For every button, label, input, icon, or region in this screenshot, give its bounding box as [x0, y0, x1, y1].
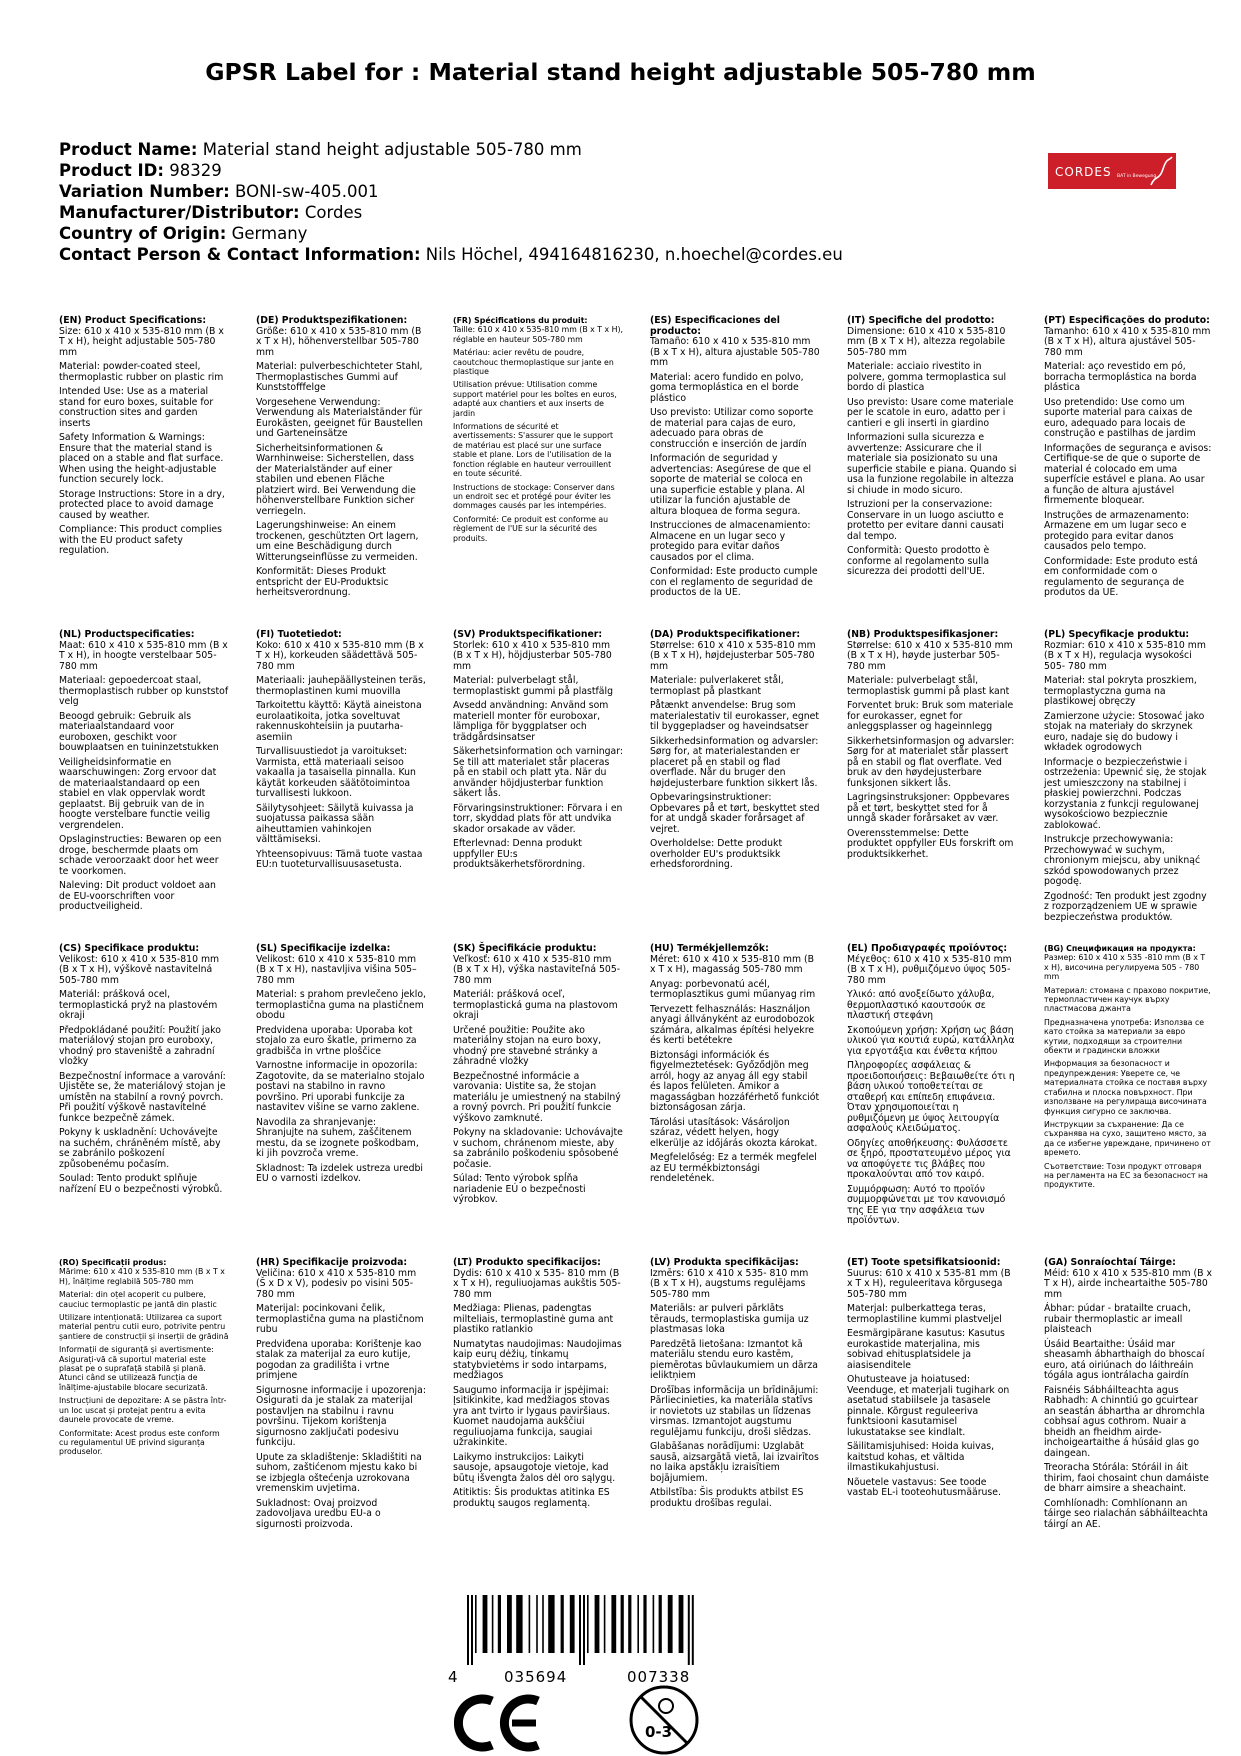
spec-paragraph: Velikost: 610 x 410 x 535-810 mm (B x T x H), nastavljiva višina 505–780 mm — [256, 953, 417, 986]
spec-paragraph: Материал: стомана с прахово покритие, термопластичен каучук върху пластмасова джанта — [1044, 985, 1211, 1014]
spec-paragraph: Suurus: 610 x 410 x 535-81 mm (B x T x H), reguleeritava kõrgusega 505-780 mm — [847, 1267, 1011, 1300]
barcode-bar — [595, 1595, 600, 1653]
spec-paragraph: Material: din oțel acoperit cu pulbere, cauciuc termoplastic pe jantă din plastic — [59, 1290, 217, 1309]
spec-paragraph: Naleving: Dit product voldoet aan de EU-voorschriften voor productveiligheid. — [59, 880, 216, 912]
spec-paragraph: Numatytas naudojimas: Naudojimas kaip eurų dėžių, tinkamų statybvietėms ir sodo intarpams, medžiagos — [453, 1338, 622, 1381]
spec-paragraph: Eesmärgipärane kasutus: Kasutus eurokastide materjalina, mis sobivad ehitusplatsidele ja aiasisenditele — [847, 1328, 1005, 1371]
spec-paragraph: Soulad: Tento produkt splňuje nařízení EU o bezpečnosti výrobků. — [59, 1173, 223, 1195]
spec-paragraph: Forventet bruk: Bruk som materiale for eurokasser, egnet for anleggsplasser og hageinnlegg — [847, 700, 1014, 732]
spec-heading: (DE) Produktspezifikationen: — [256, 315, 408, 326]
barcode-digits-right: 007338 — [627, 1668, 691, 1686]
spec-paragraph: Bezpečnostní informace a varování: Ujistěte se, že materiálový stojan je umístěn na stabilní a rovný povrch. Při použití výškově nastavitelné funkce bezpečně zámek. — [59, 1070, 226, 1124]
barcode-bar — [668, 1595, 673, 1653]
info-label: Variation Number: — [59, 182, 230, 201]
spec-heading: (EN) Product Specifications: — [59, 315, 207, 326]
spec-heading: (IT) Specifiche del prodotto: — [847, 315, 995, 326]
logo-word: CORDES — [1055, 165, 1112, 179]
spec-paragraph: Lagringsinstruksjoner: Oppbevares på et tørt, beskyttet sted for å unngå skader forårsaket av vær. — [847, 792, 1010, 824]
spec-paragraph: Súlad: Tento výrobok spĺňa nariadenie EÚ o bezpečnosti výrobkov. — [453, 1173, 586, 1205]
spec-section — [256, 944, 426, 1189]
spec-paragraph: Materjal: pulberkattega teras, termoplastiline kummi plastveljel — [847, 1303, 1002, 1325]
spec-paragraph: Navodila za shranjevanje: Shranjujte na suhem, zaščitenem mestu, da se izognete poškodbam, ki jih povzroča vreme. — [256, 1116, 419, 1159]
spec-section — [256, 1258, 426, 1534]
barcode-bar — [653, 1595, 655, 1653]
spec-heading: (ET) Toote spetsifikatsioonid: — [847, 1257, 1001, 1268]
spec-paragraph: Avsedd användning: Använd som materiell monter för euroboxar, lämpliga för byggplatser och trädgårdsinsatser — [453, 700, 609, 743]
barcode-bar — [659, 1595, 662, 1653]
spec-paragraph: Safety Information & Warnings: Ensure that the material stand is placed on a stable and flat surface. When using the height-adjustable function securely lock. — [59, 432, 224, 485]
spec-heading: (NL) Productspecificaties: — [59, 629, 195, 640]
spec-paragraph: Material: powder-coated steel, thermoplastic rubber on plastic rim — [59, 361, 224, 383]
spec-paragraph: Conformità: Questo prodotto è conforme al regolamento sulla sicurezza dei prodotti dell'UE. — [847, 545, 990, 577]
spec-paragraph: Veľkosť: 610 x 410 x 535-810 mm (B x T x H), výška nastaviteľná 505-780 mm — [453, 953, 621, 986]
spec-paragraph: Treoracha Stórála: Stóráil in áit thirim, faoi chosaint chun damáiste de bharr aimsire a sheachaint. — [1044, 1462, 1209, 1494]
spec-paragraph: Méid: 610 x 410 x 535-810 mm (B x T x H), airde incheartaithe 505-780 mm — [1044, 1267, 1212, 1300]
spec-section — [453, 630, 623, 875]
spec-paragraph: Materiaali: jauhepäällysteinen teräs, thermoplastinen kumi muovilla — [256, 675, 426, 697]
spec-paragraph: Zamierzone użycie: Stosować jako stojak na materiały do skrzynek euro, nadaje się do budowy i wkładek ogrodowych — [1044, 710, 1205, 753]
spec-section — [650, 316, 820, 603]
age-warning-icon — [628, 1684, 700, 1756]
spec-paragraph: Glabāšanas norādījumi: Uzglabāt sausā, aizsargātā vietā, lai izvairītos no laika apstākļu izraisītiem bojājumiem. — [650, 1441, 819, 1484]
spec-paragraph: Overholdelse: Dette produkt overholder EU's produktsikk erhedsforordning. — [650, 838, 783, 870]
spec-paragraph: Storlek: 610 x 410 x 535-810 mm (B x T x H), höjdjusterbar 505-780 mm — [453, 639, 612, 672]
spec-paragraph: Υλικό: από ανοξείδωτο χάλυβα, θερμοπλαστικό καουτσούκ σε πλαστική στεφάνη — [847, 989, 995, 1021]
barcode-bar — [529, 1595, 531, 1653]
spec-paragraph: Compliance: This product complies with the EU product safety regulation. — [59, 524, 222, 556]
spec-paragraph: Pokyny k uskladnění: Uchovávejte na suchém, chráněném místě, aby se zabránilo poškození způsobenému počasím. — [59, 1127, 221, 1170]
barcode — [465, 1595, 730, 1665]
spec-paragraph: Størrelse: 610 x 410 x 535-810 mm (B x T x H), høyde justerbar 505-780 mm — [847, 639, 1013, 672]
spec-paragraph: Οδηγίες αποθήκευσης: Φυλάσσετε σε ξηρό, προστατευμένο μέρος για να αποφύγετε τις βλάβες που προκαλούνται από τον καιρό. — [847, 1137, 1011, 1180]
spec-paragraph: Utilisation prévue: Utilisation comme support matériel pour les boîtes en euros, adapté aux chantiers et aux inserts de jardin — [453, 380, 617, 418]
spec-paragraph: Turvallisuustiedot ja varoitukset: Varmista, että materiaali seisoo vakaalla ja tasaisella pinnalla. Kun käytät korkeuden säätötoimintoa turvallisesti lukkoon. — [256, 746, 416, 799]
spec-section — [650, 630, 820, 875]
spec-paragraph: Mărime: 610 x 410 x 535-810 mm (B x T x H), înălțime reglabilă 505-780 mm — [59, 1267, 225, 1286]
spec-paragraph: Laikymo instrukcijos: Laikyti sausoje, apsaugotoje vietoje, kad būtų išvengta žalos dėl oro sąlygų. — [453, 1451, 616, 1484]
spec-section — [847, 316, 1017, 582]
spec-paragraph: Efterlevnad: Denna produkt uppfyller EU:s produktsäkerhetsförordning. — [453, 838, 586, 870]
info-label: Contact Person & Contact Information: — [59, 245, 421, 264]
ce-mark-icon — [454, 1693, 544, 1753]
spec-paragraph: Förvaringsinstruktioner: Förvara i en torr, skyddad plats för att undvika skador orsakade av väder. — [453, 802, 623, 835]
spec-heading: (NB) Produktspesifikasjoner: — [847, 629, 999, 640]
spec-paragraph: Instrucciones de almacenamiento: Almacene en un lugar seco y protegido para evitar daños causados por el clima. — [650, 520, 811, 563]
spec-paragraph: Taille: 610 x 410 x 535-810 mm (B x T x H), réglable en hauteur 505-780 mm — [453, 325, 623, 344]
logo-tagline: BAT in Bewegung — [1117, 174, 1157, 179]
spec-paragraph: Размер: 610 x 410 x 535 -810 mm (B x T x H), височина регулируема 505 - 780 mm — [1044, 953, 1206, 982]
spec-paragraph: Tamaño: 610 x 410 x 535-810 mm (B x T x H), altura ajustable 505-780 mm — [650, 336, 820, 368]
barcode-guard-bar — [467, 1595, 469, 1665]
spec-paragraph: Предназначена употреба: Използва се като стойка за материали за евро кутии, подходящи за строителни обекти и градински вложки — [1044, 1017, 1205, 1056]
spec-heading: (GA) Sonraíochtaí Táirge: — [1044, 1257, 1176, 1268]
info-value: Material stand height adjustable 505-780 mm — [202, 140, 582, 159]
spec-paragraph: Méret: 610 x 410 x 535-810 mm (B x T x H), magasság 505-780 mm — [650, 953, 814, 975]
spec-paragraph: Upute za skladištenje: Skladištiti na suhom, zaštićenom mjestu kako bi se izbjegla oštećenja uzrokovana vremenskim uvjetima. — [256, 1451, 422, 1494]
spec-paragraph: Zgodność: Ten produkt jest zgodny z rozporządzeniem UE w sprawie bezpieczeństwa produktów. — [1044, 890, 1207, 923]
spec-paragraph: Tárolási utasítások: Vásároljon száraz, védett helyen, hogy elkerülje az időjárás okozta károkat. — [650, 1116, 818, 1149]
info-value: Nils Höchel, 494164816230, n.hoechel@cordes.eu — [425, 245, 843, 264]
spec-paragraph: Инструкции за съхранение: Да се съхранява на сухо, защитено място, за да се избегне увреждане, причинено от времето. — [1044, 1119, 1211, 1158]
spec-paragraph: Größe: 610 x 410 x 535-810 mm (B x T x H), höhenverstellbar 505-780 mm — [256, 325, 422, 358]
spec-section — [1044, 630, 1212, 927]
spec-section — [847, 1258, 1017, 1503]
spec-heading: (RO) Specificații produs: — [59, 1258, 167, 1267]
spec-section — [59, 630, 229, 917]
info-value: Cordes — [304, 203, 363, 222]
info-label: Country of Origin: — [59, 224, 227, 243]
spec-paragraph: Atitiktis: Šis produktas atitinka ES produktų saugos reglamentą. — [453, 1487, 610, 1509]
spec-paragraph: Sikkerhedsinformation og advarsler: Sørg for, at materialestanden er placeret på en stabil og flad overflade. Når du bruger den højdejusterbare funktion sikkert lås. — [650, 735, 819, 789]
barcode-bar — [483, 1595, 488, 1653]
spec-heading: (PL) Specyfikacje produktu: — [1044, 629, 1190, 640]
spec-paragraph: Drošības informācija un brīdinājumi: Pārliecinieties, ka materiāla statīvs ir novietots uz stabilas un līdzenas virsmas. Izmantojot augstumu regulējamu funkciju, droši slēdzas. — [650, 1384, 819, 1438]
barcode-bar — [542, 1595, 544, 1653]
spec-paragraph: Ábhar: púdar - bratailte cruach, rubair thermoplastic ar imeall plaisteach — [1044, 1303, 1191, 1335]
spec-paragraph: Tarkoitettu käyttö: Käytä aineistona eurolaatikoita, jotka soveltuvat rakennuskohteisiin ja puutarha-asemiin — [256, 700, 422, 743]
spec-paragraph: Úsáid Beartaithe: Úsáid mar sheasamh ábharthaigh do bhoscaí euro, atá oiriúnach do láithreáin tógála agus iontrálacha gairdín — [1044, 1338, 1205, 1381]
spec-paragraph: Paredzētā lietošana: Izmantot kā materiālu stendu euro kastēm, piemērotas būvlaukumiem un dārza ieliktņiem — [650, 1338, 818, 1381]
spec-paragraph: Atbilstība: Šis produkts atbilst ES produktu drošības regulai. — [650, 1487, 804, 1509]
spec-paragraph: Veiligheidsinformatie en waarschuwingen: Zorg ervoor dat de materiaalstandaard op een stabiel en vlak oppervlak wordt geplaatst. Bij gebruik van de in hoogte verstelbare functie veilig vergrendelen. — [59, 756, 217, 831]
spec-paragraph: Medžiaga: Plienas, padengtas milteliais, termoplastinė guma ant plastiko ratlankio — [453, 1303, 614, 1335]
spec-paragraph: Conformitate: Acest produs este conform cu regulamentul UE privind siguranța produselor. — [59, 1428, 220, 1457]
barcode-bar — [611, 1595, 616, 1653]
barcode-bar — [570, 1595, 575, 1653]
spec-section — [256, 316, 426, 603]
spec-paragraph: Anyag: porbevonatú acél, termoplasztikus gumi műanyag rim — [650, 978, 816, 1000]
spec-paragraph: Velikost: 610 x 410 x 535-810 mm (B x T x H), výškově nastavitelná 505-780 mm — [59, 953, 220, 986]
spec-paragraph: Utilizare intenționată: Utilizarea ca suport material pentru cutii euro, potrivite pentru șantiere de construcții și inserții de grădină — [59, 1313, 229, 1341]
info-value: Germany — [231, 224, 308, 243]
info-label: Product ID: — [59, 161, 164, 180]
spec-section — [453, 316, 623, 547]
spec-paragraph: Materiał: stal pokryta proszkiem, termoplastyczna guma na plastikowej obręczy — [1044, 675, 1197, 707]
spec-paragraph: Yhteensopivuus: Tämä tuote vastaa EU:n tuoteturvallisuusasetusta. — [256, 848, 423, 870]
spec-paragraph: Sicherheitsinformationen & Warnhinweise: Sicherstellen, dass der Materialständer auf einer stabilen und ebenen Fläche platziert wird. Bei Verwendung die höhenverstellbare Funktion sicher verriegeln. — [256, 442, 416, 517]
age-warning-label: 0-3 — [645, 1723, 673, 1741]
spec-paragraph: Konformität: Dieses Produkt entspricht der EU-Produktsic herheitsverordnung. — [256, 566, 389, 598]
spec-section — [453, 1258, 623, 1513]
spec-paragraph: Opslaginstructies: Bewaren op een droge, beschermde plaats om schade veroorzaakt door het weer te voorkomen. — [59, 834, 222, 877]
info-row — [59, 223, 843, 244]
spec-paragraph: Σκοπούμενη χρήση: Χρήση ως βάση υλικού για κουτιά ευρώ, κατάλληλα για εργοτάξια και ένθετα κήπου — [847, 1024, 1015, 1057]
spec-heading: (SL) Specifikacije izdelka: — [256, 943, 391, 954]
spec-paragraph: Opbevaringsinstruktioner: Opbevares på et tørt, beskyttet sted for at undgå skader forårsaget af vejret. — [650, 792, 820, 835]
spec-section — [256, 630, 426, 875]
spec-paragraph: Materiale: pulverbelagt stål, termoplastisk gummi på plast kant — [847, 675, 1010, 697]
barcode-bar — [628, 1595, 631, 1653]
spec-paragraph: Material: aço revestido em pó, borracha termoplástica na borda plástica — [1044, 361, 1197, 393]
spec-paragraph: Instructions de stockage: Conserver dans un endroit sec et protégé pour éviter les dommages causés par les intempéries. — [453, 482, 615, 511]
spec-heading: (BG) Спецификация на продукта: — [1044, 944, 1196, 953]
spec-paragraph: Sukladnost: Ovaj proizvod zadovoljava uredbu EU-a o sigurnosti proizvoda. — [256, 1497, 381, 1530]
spec-paragraph: Skladnost: Ta izdelek ustreza uredbi EU o varnosti izdelkov. — [256, 1162, 424, 1184]
spec-paragraph: Πληροφορίες ασφάλειας & προειδοποιήσεις: Βεβαιωθείτε ότι η βάση υλικού τοποθετείται σε σταθερή και επίπεδη επιφάνεια. Όταν χρησιμοποιείται η ρυθμιζόμενη με ύψος λειτουργία ασφαλούς κλειδώματος. — [847, 1060, 1015, 1134]
spec-paragraph: Megfelelőség: Ez a termék megfelel az EU termékbiztonsági rendeletének. — [650, 1152, 817, 1184]
spec-paragraph: Veličina: 610 x 410 x 535-810 mm (Š x D x V), podesiv po visini 505-780 mm — [256, 1267, 417, 1300]
spec-section — [847, 630, 1017, 864]
spec-paragraph: Pokyny na skladovanie: Uchovávajte v suchom, chránenom mieste, aby sa zabránilo poškodeniu spôsobené počasie. — [453, 1127, 623, 1170]
barcode-bar — [516, 1595, 522, 1653]
spec-paragraph: Materiaal: gepoedercoat staal, thermoplastisch rubber op kunststof velg — [59, 675, 229, 707]
spec-paragraph: Säilitamisjuhised: Hoida kuivas, kaitstud kohas, et vältida ilmastikukahjustusi. — [847, 1441, 995, 1473]
spec-paragraph: Sikkerhetsinformasjon og advarsler: Sørg for at materialet står plassert på en stabil og flat overflate. Ved bruk av den høydejusterbare funksjonen sikkert lås. — [847, 735, 1015, 789]
spec-heading: (FR) Spécifications du produit: — [453, 316, 588, 325]
barcode-guard-bar — [583, 1595, 585, 1665]
barcode-digit-left: 4 — [448, 1668, 458, 1686]
barcode-bar — [475, 1595, 477, 1653]
spec-paragraph: Συμμόρφωση: Αυτό το προϊόν συμμορφώνεται με τον κανονισμό της ΕΕ για την ασφάλεια των προϊόντων. — [847, 1183, 1006, 1226]
info-row — [59, 139, 843, 160]
spec-heading: (SK) Špecifikácie produktu: — [453, 943, 597, 954]
barcode-bar — [536, 1595, 538, 1653]
spec-section — [1044, 316, 1212, 603]
info-label: Manufacturer/Distributor: — [59, 203, 300, 222]
spec-paragraph: Informacje o bezpieczeństwie i ostrzeżenia: Upewnić się, że stojak jest umieszczony na stabilnej i płaskiej powierzchni. Podczas korzystania z funkcji regulowanej wysokościowo bezpiecznie zablokować. — [1044, 756, 1207, 831]
spec-paragraph: Uso pretendido: Use como um suporte material para caixas de euro, adequado para locais de construção e pastilhas de jardim — [1044, 396, 1196, 439]
spec-section — [847, 944, 1017, 1231]
spec-paragraph: Vorgesehene Verwendung: Verwendung als Materialständer für Eurokästen, geeignet für Baustellen und Garteneinsätze — [256, 396, 423, 439]
spec-heading: (HR) Specifikacije proizvoda: — [256, 1257, 408, 1268]
info-value: 98329 — [169, 161, 222, 180]
spec-paragraph: Varnostne informacije in opozorila: Zagotovite, da se materialno stojalo postavi na stabilno in ravno površino. Pri uporabi funkcije za nastavitev višine se varno zaklene. — [256, 1060, 425, 1113]
cordes-logo — [1048, 153, 1176, 189]
spec-heading: (FI) Tuotetiedot: — [256, 629, 342, 640]
barcode-bar — [643, 1595, 646, 1653]
spec-paragraph: Materiale: pulverlakeret stål, termoplast på plastkant — [650, 675, 784, 697]
page-title: GPSR Label for : Material stand height adjustable 505-780 mm — [205, 58, 1036, 86]
info-label: Product Name: — [59, 140, 198, 159]
barcode-bar — [498, 1595, 501, 1653]
spec-paragraph: Material: s prahom prevlečeno jeklo, termoplastična guma na plastičnem obodu — [256, 989, 426, 1021]
spec-paragraph: Maat: 610 x 410 x 535-810 mm (B x T x H), in hoogte verstelbaar 505-780 mm — [59, 639, 228, 672]
spec-paragraph: Säkerhetsinformation och varningar: Se till att materialet står placeras på en stabil och platt yta. När du använder höjdjusterbar funktion säkert lås. — [453, 746, 624, 799]
spec-paragraph: Bezpečnostné informácie a varovania: Uistite sa, že stojan materiálu je umiestnený na stabilný a rovný povrch. Pri použití funkcie výškovo zamknuté. — [453, 1070, 621, 1124]
spec-paragraph: Conformidade: Este produto está em conformidade com o regulamento de segurança de produtos da UE. — [1044, 555, 1198, 598]
spec-paragraph: Informações de segurança e avisos: Certifique-se de que o suporte de material é colocado em uma superfície estável e plana. Ao usar a função de altura ajustável firmemente bloquear. — [1044, 442, 1212, 506]
spec-paragraph: Comhlíonadh: Comhlíonann an táirge seo rialachán sábháilteachta táirgí an AE. — [1044, 1497, 1208, 1530]
spec-paragraph: Instruções de armazenamento: Armazene em um lugar seco e protegido para evitar danos causados pelo tempo. — [1044, 509, 1190, 552]
spec-section — [59, 944, 229, 1199]
barcode-bar — [621, 1595, 624, 1653]
spec-paragraph: Μέγεθος: 610 x 410 x 535-810 mm (B x T x H), ρυθμιζόμενο ύψος 505-780 mm — [847, 953, 1012, 986]
spec-paragraph: Lagerungshinweise: An einem trockenen, geschützten Ort lagern, um eine Beschädigung durch Witterungseinflüsse zu vermeiden. — [256, 520, 419, 563]
spec-paragraph: Ohutusteave ja hoiatused: Veenduge, et materjali tugihark on asetatud stabiilsele ja tasasele pinnale. Kõrgust reguleeriva funktsiooni kasutamisel lukustatakse see kindlalt. — [847, 1374, 1010, 1438]
spec-paragraph: Istruzioni per la conservazione: Conservare in un luogo asciutto e protetto per evitare danni causati dal tempo. — [847, 499, 1004, 542]
spec-paragraph: Størrelse: 610 x 410 x 535-810 mm (B x T x H), højdejusterbar 505-780 mm — [650, 639, 816, 672]
spec-paragraph: Tervezett felhasználás: Használjon anyagi állványként az eurodobozok számára, alkalmas építési helyekre és kerti betétekre — [650, 1003, 815, 1046]
spec-paragraph: Informazioni sulla sicurezza e avvertenze: Assicurare che il materiale sia posizionato su una superficie stabile e piana. Quando si usa la funzione regolabile in altezza si chiude in modo sicuro. — [847, 432, 1017, 496]
spec-section — [59, 316, 229, 561]
spec-paragraph: Biztonsági információk és figyelmeztetések: Győződjön meg arról, hogy az anyag áll egy stabil és lapos felületen. Amikor a magasságban hozzáférhető funkciót biztonságosan zárja. — [650, 1049, 820, 1113]
spec-paragraph: Съответствие: Този продукт отговаря на регламента на ЕС за безопасност на продуктите. — [1044, 1161, 1208, 1190]
spec-paragraph: Material: acero fundido en polvo, goma termoplástica en el borde plástico — [650, 371, 804, 404]
spec-paragraph: Conformité: Ce produit est conforme au règlement de l'UE sur la sécurité des produits. — [453, 514, 609, 543]
spec-paragraph: Dydis: 610 x 410 x 535- 810 mm (B x T x H), reguliuojamas aukštis 505-780 mm — [453, 1267, 621, 1300]
spec-paragraph: Overensstemmelse: Dette produktet oppfyller EUs forskrift om produktsikkerhet. — [847, 827, 1014, 860]
spec-heading: (ES) Especificaciones del producto: — [650, 315, 780, 337]
barcode-bar — [587, 1595, 589, 1653]
spec-heading: (PT) Especificações do produto: — [1044, 315, 1210, 326]
spec-paragraph: Informations de sécurité et avertissements: S'assurer que le support de matériau est placé sur une surface stable et plane. Lors de l'utilisation de la fonction réglable en hauteur verrouillent en toute sécurité. — [453, 422, 614, 479]
spec-heading: (LV) Produkta specifikācijas: — [650, 1257, 799, 1268]
spec-paragraph: Storage Instructions: Store in a dry, protected place to avoid damage caused by weather. — [59, 488, 225, 521]
spec-section — [453, 944, 623, 1210]
spec-section — [1044, 944, 1212, 1194]
spec-paragraph: Nõuetele vastavus: See toode vastab EL-i tooteohutusmääruse. — [847, 1476, 1001, 1498]
spec-heading: (SV) Produktspecifikationer: — [453, 629, 603, 640]
spec-paragraph: Koko: 610 x 410 x 535-810 mm (B x T x H), korkeuden säädettävä 505-780 mm — [256, 639, 424, 672]
spec-paragraph: Påtænkt anvendelse: Brug som materialestativ til eurokasser, egnet til byggepladser og haveindsatser — [650, 700, 820, 732]
spec-heading: (CS) Specifikace produktu: — [59, 943, 200, 954]
spec-paragraph: Určené použitie: Použite ako materiálny stojan na euro boxy, vhodný pre stavebné stránky a záhradné vložky — [453, 1024, 602, 1067]
spec-paragraph: Información de seguridad y advertencias: Asegúrese de que el soporte de material se coloca en una superficie estable y plana. Al utilizar la función ajustable de altura bloquea de forma segura. — [650, 453, 812, 517]
info-value: BONI-sw-405.001 — [235, 182, 379, 201]
spec-paragraph: Materiál: prášková oceľ, termoplastická guma na plastovom okraji — [453, 989, 618, 1021]
spec-paragraph: Materiāls: ar pulveri pārklāts tērauds, termoplastiska gumija uz plastmasas loka — [650, 1303, 809, 1335]
spec-paragraph: Saugumo informacija ir įspėjimai: Įsitikinkite, kad medžiagos stovas yra ant tvirto ir lygaus paviršiaus. Kuomet naudojama aukščiui reguliuojama funkcija, saugiai užrakinkite. — [453, 1384, 611, 1448]
barcode-guard-bar — [579, 1595, 581, 1665]
spec-paragraph: Sigurnosne informacije i upozorenja: Osigurati da je stalak za materijal postavljen na stabilnu i ravnu površinu. Tijekom korištenja sigurnosno zaključati podesivu funkciju. — [256, 1384, 426, 1448]
spec-paragraph: Rozmiar: 610 x 410 x 535-810 mm (B x T x H), regulacja wysokości 505- 780 mm — [1044, 639, 1206, 672]
barcode-bar — [548, 1595, 554, 1653]
info-row — [59, 244, 843, 265]
spec-paragraph: Säilytysohjeet: Säilytä kuivassa ja suojatussa paikassa sään aiheuttamien vahinkojen välttämiseksi. — [256, 802, 414, 845]
spec-paragraph: Material: pulverbelagt stål, termoplastiskt gummi på plastfälg — [453, 675, 613, 697]
spec-paragraph: Информация за безопасност и предупреждения: Уверете се, че материалната стойка се поставя върху стабилна и плоска повърхност. При използване на регулираща височината функция сигурно се заключва. — [1044, 1059, 1208, 1116]
barcode-guard-bar — [692, 1595, 694, 1665]
spec-heading: (DA) Produktspecifikationer: — [650, 629, 801, 640]
spec-heading: (LT) Produkto specifikacijos: — [453, 1257, 601, 1268]
spec-paragraph: Predvidena uporaba: Uporaba kot stojalo za euro škatle, primerno za gradbišča in vrtne ploščice — [256, 1024, 417, 1057]
barcode-digits-mid: 035694 — [504, 1668, 568, 1686]
spec-paragraph: Informații de siguranță și avertismente: Asigurați-vă că suportul material este plasat pe o suprafață stabilă și plană. Atunci când se utilizează funcția de înălțime-ajustabile blocare securizată. — [59, 1345, 214, 1392]
barcode-guard-bar — [471, 1595, 473, 1665]
barcode-guard-bar — [688, 1595, 690, 1665]
spec-paragraph: Intended Use: Use as a material stand for euro boxes, suitable for construction sites and garden inserts — [59, 386, 214, 429]
barcode-bar — [561, 1595, 564, 1653]
spec-paragraph: Uso previsto: Utilizar como soporte de material para cajas de euro, adecuado para obras de construcción e inserción de jardín — [650, 407, 814, 450]
info-row — [59, 160, 843, 181]
spec-paragraph: Materijal: pocinkovani čelik, termoplastična guma na plastičnom rubu — [256, 1303, 424, 1335]
spec-paragraph: Material: pulverbeschichteter Stahl, Thermoplastisches Gummi auf Kunststofffelge — [256, 361, 423, 393]
spec-paragraph: Beoogd gebruik: Gebruik als materiaalstandaard voor euroboxen, geschikt voor bouwplaatsen en tuininzetstukken — [59, 710, 219, 753]
spec-heading: (HU) Termékjellemzők: — [650, 943, 769, 954]
spec-paragraph: Materiál: prášková ocel, termoplastická pryž na plastovém okraji — [59, 989, 218, 1021]
barcode-bar — [507, 1595, 512, 1653]
spec-paragraph: Uso previsto: Usare come materiale per le scatole in euro, adatto per i cantieri e gli inserti in giardino — [847, 396, 1014, 429]
spec-paragraph: Předpokládané použití: Použití jako materiálový stojan pro euroboxy, vhodný pro staveniště a zahradní vložky — [59, 1024, 221, 1067]
spec-section — [650, 1258, 820, 1513]
spec-paragraph: Size: 610 x 410 x 535-810 mm (B x T x H), height adjustable 505-780 mm — [59, 325, 224, 358]
barcode-bar — [637, 1595, 639, 1653]
spec-heading: (EL) Προδιαγραφές προϊόντος: — [847, 943, 1008, 954]
logo-wave-icon — [1149, 155, 1174, 187]
spec-section — [59, 1258, 229, 1461]
spec-paragraph: Conformidad: Este producto cumple con el reglamento de seguridad de productos de la UE. — [650, 566, 818, 598]
barcode-bar — [679, 1595, 684, 1653]
info-row — [59, 181, 843, 202]
info-row — [59, 202, 843, 223]
spec-paragraph: Materiale: acciaio rivestito in polvere, gomma termoplastica sul bordo di plastica — [847, 361, 1007, 393]
spec-paragraph: Tamanho: 610 x 410 x 535-810 mm (B x T x H), altura ajustável 505-780 mm — [1044, 325, 1211, 358]
spec-paragraph: Dimensione: 610 x 410 x 535-810 mm (B x T x H), altezza regolabile 505-780 mm — [847, 325, 1006, 358]
spec-paragraph: Faisnéis Sábháilteachta agus Rabhadh: A chinntiú go gcuirtear an seastán ábhartha ar dhromchla cobhsaí agus cothrom. Nuair a bheidh an fheidhm airde-inchoigeartaithe á húsáid glas go daingean. — [1044, 1384, 1205, 1459]
spec-section — [650, 944, 820, 1189]
spec-paragraph: Predviđena uporaba: Korištenje kao stalak za materijal za euro kutije, pogodan za gradilišta i vrtne primjene — [256, 1338, 422, 1381]
spec-paragraph: Instrucțiuni de depozitare: A se păstra într-un loc uscat și protejat pentru a evita daunele provocate de vreme. — [59, 1396, 227, 1425]
spec-section — [1044, 1258, 1212, 1534]
spec-paragraph: Matériau: acier revêtu de poudre, caoutchouc thermoplastique sur jante en plastique — [453, 348, 614, 377]
spec-paragraph: Instrukcje przechowywania: Przechowywać w suchym, chronionym miejscu, aby uniknąć szkód spowodowanych przez pogodę. — [1044, 834, 1201, 887]
product-info — [59, 139, 843, 265]
spec-paragraph: Izmērs: 610 x 410 x 535- 810 mm (B x T x H), augstums regulējams 505-780 mm — [650, 1267, 809, 1300]
barcode-bar — [604, 1595, 606, 1653]
barcode-bar — [492, 1595, 494, 1653]
